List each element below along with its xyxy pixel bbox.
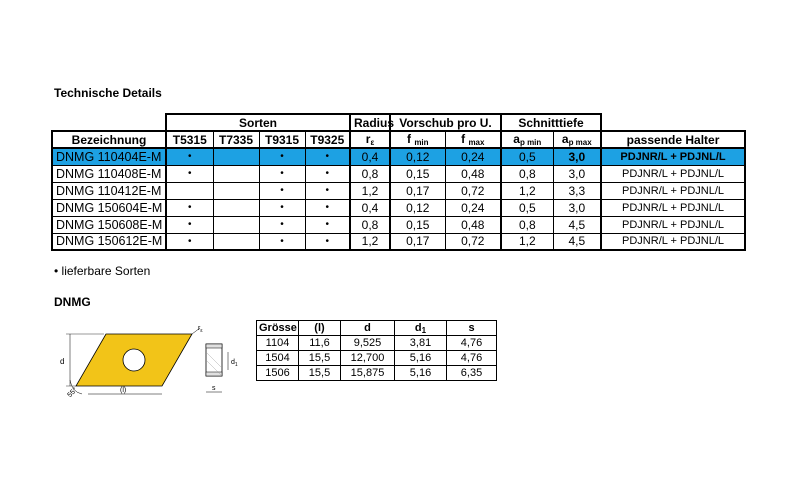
cell-t5315: • bbox=[166, 165, 213, 182]
table-row bbox=[52, 165, 745, 182]
label-l: (l) bbox=[120, 387, 127, 394]
size-header-d1: $d_1$ bbox=[395, 321, 447, 336]
cell-apmin: 0,8 bbox=[501, 216, 553, 233]
cell-t9325: • bbox=[305, 233, 350, 250]
cell-bezeichnung: DNMG 110408E-M bbox=[52, 165, 166, 182]
cell-t9325: • bbox=[305, 148, 350, 165]
size-cell-l: 11,6 bbox=[299, 336, 341, 351]
col-header-bezeichnung: Bezeichnung bbox=[52, 131, 166, 148]
table-row bbox=[52, 216, 745, 233]
cell-t9325: • bbox=[305, 165, 350, 182]
col-header-t5315: T5315 bbox=[166, 131, 213, 148]
cell-fmax: 0,48 bbox=[445, 165, 501, 182]
cell-halter: PDJNR/L + PDJNL/L bbox=[601, 165, 745, 182]
technical-details-table bbox=[51, 113, 746, 251]
cell-halter: PDJNR/L + PDJNL/L bbox=[601, 233, 745, 250]
cell-r: 0,4 bbox=[350, 148, 390, 165]
table-row bbox=[52, 182, 745, 199]
col-header-radius: $r_\varepsilon$ bbox=[350, 131, 390, 148]
col-header-t9325: T9325 bbox=[305, 131, 350, 148]
size-cell-d: 9,525 bbox=[341, 336, 395, 351]
cell-apmax: 4,5 bbox=[553, 216, 601, 233]
cell-r: 0,4 bbox=[350, 199, 390, 216]
table-row bbox=[52, 233, 745, 250]
cell-bezeichnung: DNMG 110412E-M bbox=[52, 182, 166, 199]
size-cell-l: 15,5 bbox=[299, 351, 341, 366]
label-d: d bbox=[60, 357, 65, 366]
cell-t9315: • bbox=[259, 233, 305, 250]
cell-fmin: 0,12 bbox=[390, 199, 445, 216]
cell-t5315: • bbox=[166, 216, 213, 233]
size-row bbox=[257, 351, 497, 366]
cell-t7335 bbox=[213, 233, 259, 250]
cell-halter: PDJNR/L + PDJNL/L bbox=[601, 148, 745, 165]
insert-diagram bbox=[58, 322, 248, 402]
size-cell-groesse: 1506 bbox=[257, 366, 299, 381]
cell-r: 1,2 bbox=[350, 233, 390, 250]
cell-apmin: 1,2 bbox=[501, 182, 553, 199]
cell-r: 1,2 bbox=[350, 182, 390, 199]
size-cell-s: 6,35 bbox=[447, 366, 497, 381]
cell-t9315: • bbox=[259, 199, 305, 216]
size-cell-d: 15,875 bbox=[341, 366, 395, 381]
availability-note: • lieferbare Sorten bbox=[54, 264, 151, 278]
cell-fmin: 0,15 bbox=[390, 165, 445, 182]
size-cell-d1: 5,16 bbox=[395, 351, 447, 366]
cell-fmin: 0,17 bbox=[390, 182, 445, 199]
cell-bezeichnung: DNMG 150612E-M bbox=[52, 233, 166, 250]
insert-hole bbox=[123, 349, 145, 371]
size-cell-groesse: 1104 bbox=[257, 336, 299, 351]
cell-bezeichnung: DNMG 150604E-M bbox=[52, 199, 166, 216]
size-cell-l: 15,5 bbox=[299, 366, 341, 381]
size-row bbox=[257, 336, 497, 351]
col-header-halter: passende Halter bbox=[601, 131, 745, 148]
group-header-radius: Radius bbox=[350, 114, 390, 131]
group-header-schnitttiefe: Schnitttiefe bbox=[501, 114, 601, 131]
cell-fmax: 0,48 bbox=[445, 216, 501, 233]
cell-t9325: • bbox=[305, 199, 350, 216]
cell-t5315: • bbox=[166, 233, 213, 250]
cell-fmax: 0,72 bbox=[445, 182, 501, 199]
cell-apmin: 1,2 bbox=[501, 233, 553, 250]
cell-apmin: 0,5 bbox=[501, 148, 553, 165]
size-cell-s: 4,76 bbox=[447, 336, 497, 351]
group-header-vorschub: Vorschub pro U. bbox=[390, 114, 501, 131]
cell-apmax: 3,0 bbox=[553, 165, 601, 182]
cell-fmax: 0,72 bbox=[445, 233, 501, 250]
cell-fmin: 0,17 bbox=[390, 233, 445, 250]
label-s: s bbox=[212, 385, 216, 392]
cell-fmax: 0,24 bbox=[445, 199, 501, 216]
label-d1: $d_1$ bbox=[231, 359, 238, 368]
col-header-apmax: $a_{p max}$ bbox=[553, 131, 601, 148]
cell-halter: PDJNR/L + PDJNL/L bbox=[601, 199, 745, 216]
cell-t7335 bbox=[213, 216, 259, 233]
cell-t9315: • bbox=[259, 216, 305, 233]
size-cell-d1: 3,81 bbox=[395, 336, 447, 351]
size-header-d: d bbox=[341, 321, 395, 336]
size-cell-d: 12,700 bbox=[341, 351, 395, 366]
cell-t9325: • bbox=[305, 216, 350, 233]
col-header-t9315: T9315 bbox=[259, 131, 305, 148]
cell-t7335 bbox=[213, 199, 259, 216]
table-row bbox=[52, 148, 745, 165]
dnmg-title: DNMG bbox=[54, 295, 91, 309]
cell-t5315: • bbox=[166, 199, 213, 216]
group-header-sorten: Sorten bbox=[166, 114, 350, 131]
cell-fmax: 0,24 bbox=[445, 148, 501, 165]
col-header-fmax: f $_{max}$ bbox=[445, 131, 501, 148]
cell-t9315: • bbox=[259, 165, 305, 182]
size-header-s: s bbox=[447, 321, 497, 336]
col-header-t7335: T7335 bbox=[213, 131, 259, 148]
cell-r: 0,8 bbox=[350, 165, 390, 182]
col-header-fmin: f $_{min}$ bbox=[390, 131, 445, 148]
cell-t9315: • bbox=[259, 182, 305, 199]
size-cell-s: 4,76 bbox=[447, 351, 497, 366]
size-cell-groesse: 1504 bbox=[257, 351, 299, 366]
size-cell-d1: 5,16 bbox=[395, 366, 447, 381]
cell-apmax: 3,3 bbox=[553, 182, 601, 199]
cell-fmin: 0,12 bbox=[390, 148, 445, 165]
cell-apmax: 3,0 bbox=[553, 148, 601, 165]
size-table bbox=[256, 320, 497, 381]
label-r: $r_\varepsilon$ bbox=[198, 325, 203, 334]
cell-halter: PDJNR/L + PDJNL/L bbox=[601, 216, 745, 233]
cell-halter: PDJNR/L + PDJNL/L bbox=[601, 182, 745, 199]
col-header-apmin: $a_{p min}$ bbox=[501, 131, 553, 148]
table-row bbox=[52, 199, 745, 216]
cell-apmax: 4,5 bbox=[553, 233, 601, 250]
cell-fmin: 0,15 bbox=[390, 216, 445, 233]
cell-t5315 bbox=[166, 182, 213, 199]
size-header-groesse: Grösse bbox=[257, 321, 299, 336]
cell-t9315: • bbox=[259, 148, 305, 165]
cell-apmin: 0,8 bbox=[501, 165, 553, 182]
size-header-l: (l) bbox=[299, 321, 341, 336]
cell-apmax: 3,0 bbox=[553, 199, 601, 216]
label-angle: 55° bbox=[66, 386, 79, 400]
cell-t7335 bbox=[213, 182, 259, 199]
size-row bbox=[257, 366, 497, 381]
cell-t9325: • bbox=[305, 182, 350, 199]
cell-t5315: • bbox=[166, 148, 213, 165]
cell-r: 0,8 bbox=[350, 216, 390, 233]
cell-bezeichnung: DNMG 150608E-M bbox=[52, 216, 166, 233]
section-title: Technische Details bbox=[54, 86, 162, 100]
cell-t7335 bbox=[213, 148, 259, 165]
cell-bezeichnung: DNMG 110404E-M bbox=[52, 148, 166, 165]
cell-t7335 bbox=[213, 165, 259, 182]
cell-apmin: 0,5 bbox=[501, 199, 553, 216]
